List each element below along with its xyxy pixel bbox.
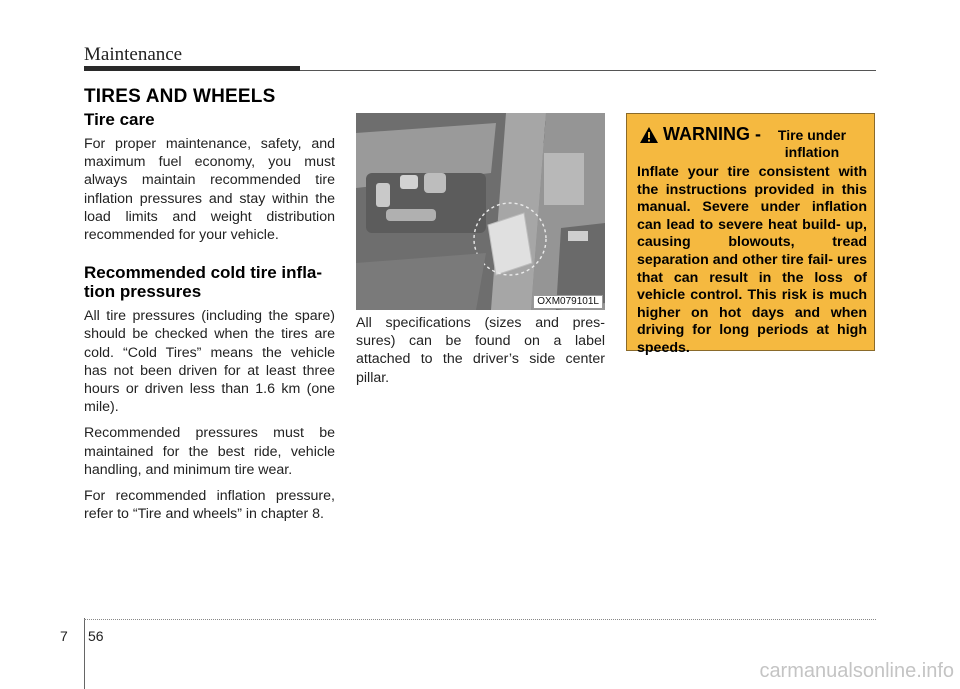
tire-care-heading: Tire care <box>84 110 155 129</box>
warning-body: Inflate your tire consistent with the instructions provided in this manual. Severe under inflation can lead to severe heat build- up, causing blowouts, tread separation and other tire fail- ures that can result in the loss of vehicle control. This risk is much higher on hot days and when driving for long periods at high speeds. <box>637 164 867 356</box>
warning-title: Tire under inflation <box>777 127 847 160</box>
chapter-number: 7 <box>60 628 68 644</box>
header-bar <box>84 66 300 71</box>
watermark: carmanualsonline.info <box>759 660 954 682</box>
middle-column <box>356 314 605 387</box>
left-column <box>84 110 335 523</box>
warning-triangle-icon <box>639 126 659 144</box>
door-pillar-photo <box>356 113 605 310</box>
warning-label: WARNING - <box>663 124 761 144</box>
figure-code: OXM079101L <box>533 295 603 309</box>
page-number: 56 <box>88 628 104 644</box>
tire-care-paragraph: For proper maintenance, safety, and maximum fuel economy, you must always maintain recommended tire inflation pressures and stay within the load limits and weight distribution recommended for your vehicle. <box>84 136 335 244</box>
door-pillar-illustration <box>356 113 605 310</box>
running-head: Maintenance <box>84 44 183 65</box>
footer-dotted-line <box>84 619 876 620</box>
footer-vertical-line <box>84 618 85 689</box>
header-rule <box>300 70 876 71</box>
cold-pressure-heading: Recommended cold tire infla- tion pressures <box>84 263 323 302</box>
cold-pressure-paragraph-2: Recommended pressures must be maintained for the best ride, vehicle handling, and minimum tire wear. <box>84 425 335 478</box>
label-location-paragraph: All specifications (sizes and pres- sures) can be found on a label attached to the driver’s side center pillar. <box>356 315 605 386</box>
section-title: TIRES AND WHEELS <box>84 86 276 107</box>
cold-pressure-paragraph-1: All tire pressures (including the spare) should be checked when the tires are cold. “Cold Tires” means the vehicle has not been driven for at least three hours or driven less than 1.6 km (one mile). <box>84 308 335 416</box>
cold-pressure-paragraph-3: For recommended inflation pressure, refer to “Tire and wheels” in chapter 8. <box>84 488 335 523</box>
warning-box <box>626 113 875 356</box>
